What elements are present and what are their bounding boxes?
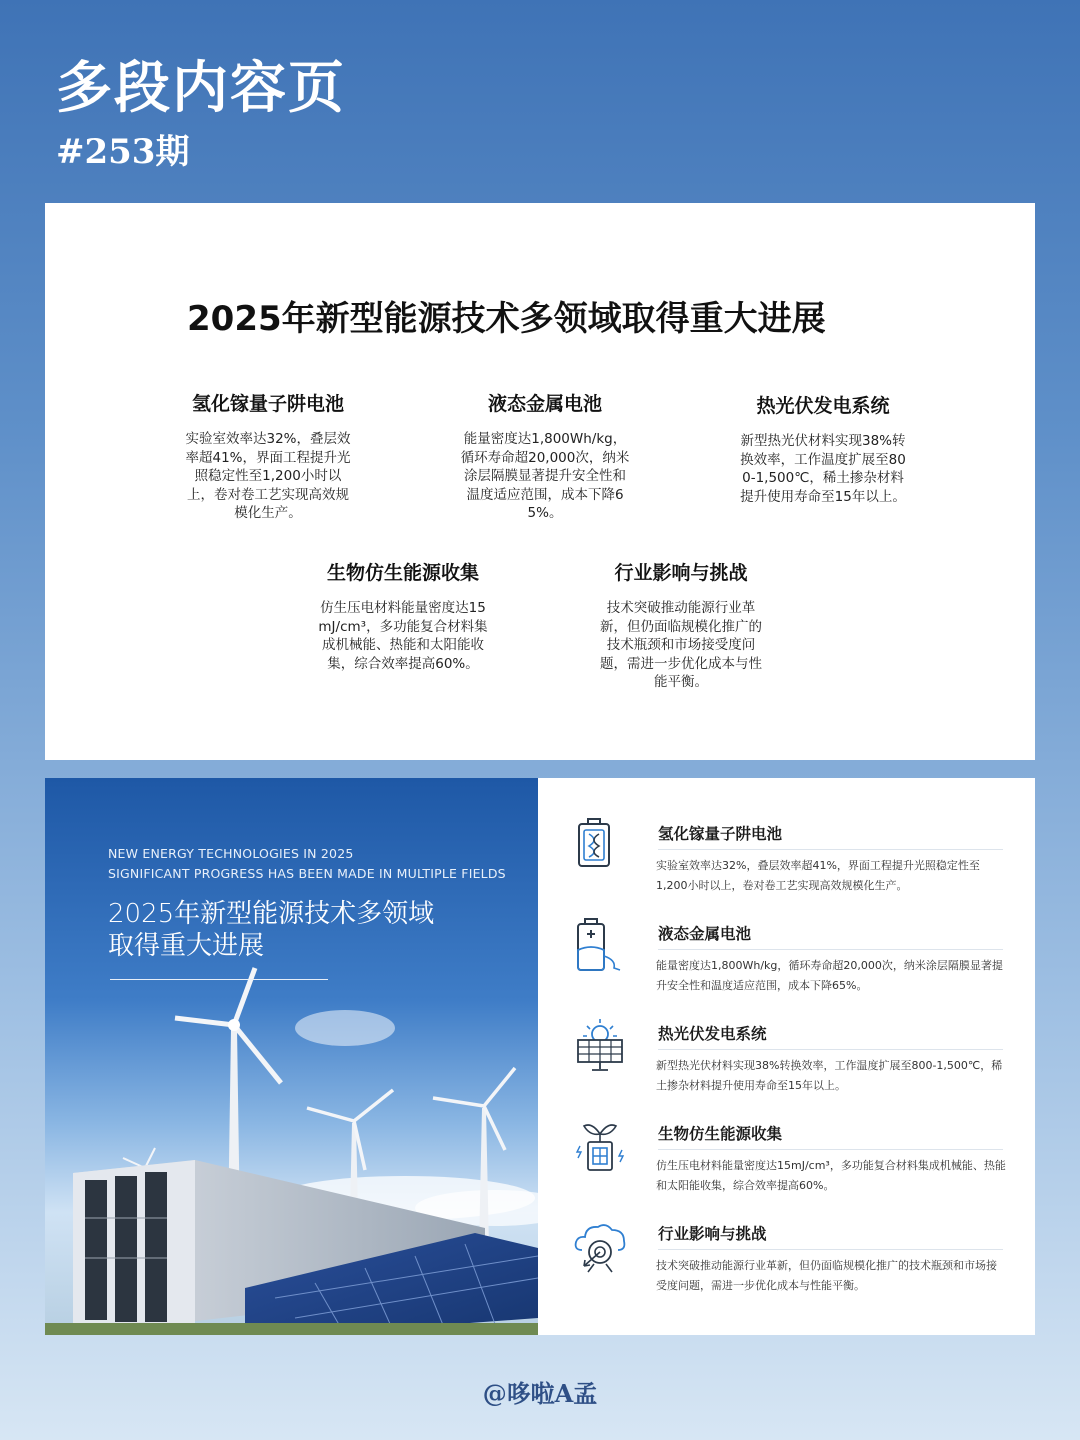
item-desc: 实验室效率达32%，叠层效率超41%，界面工程提升光照稳定性至1,200小时以上，卷对卷工艺实现高效规模化生产。 — [656, 859, 980, 892]
item-title: 液态金属电池 — [658, 925, 752, 943]
slide1-item-impact — [576, 558, 786, 692]
item-title: 行业影响与挑战 — [614, 562, 748, 584]
item-desc: 实验室效率达32%，叠层效率超41%，界面工程提升光照稳定性至1,200小时以上，卷对卷工艺实现高效规模化生产。 — [185, 431, 351, 521]
item-title: 热光伏发电系统 — [658, 1025, 767, 1043]
title-line-2: 取得重大进展 — [108, 931, 265, 961]
issue-number: #253期 — [56, 132, 190, 172]
title-underline — [110, 979, 328, 980]
slide-text-layout — [45, 203, 1035, 760]
slide1-item-gallium-cell — [163, 389, 373, 523]
english-line-1: NEW ENERGY TECHNOLOGIES IN 2025 — [108, 846, 354, 861]
title-line-1: 2025年新型能源技术多领域 — [108, 899, 435, 929]
item-title: 氢化镓量子阱电池 — [191, 393, 344, 415]
divider — [658, 1049, 1003, 1050]
slide1-item-bionic — [298, 558, 508, 673]
item-desc: 能量密度达1,800Wh/kg，循环寿命超20,000次，纳米涂层隔膜显著提升安全性和温度适应范围，成本下降65%。 — [460, 431, 630, 521]
battery-liquid-icon — [572, 916, 630, 976]
item-desc: 技术突破推动能源行业革新，但仍面临规模化推广的技术瓶颈和市场接受度问题，需进一步优化成本与性能平衡。 — [600, 600, 762, 690]
author-handle: @哆啦A孟 — [482, 1379, 598, 1408]
slide1-item-thermophotovoltaic — [718, 391, 928, 506]
item-title: 氢化镓量子阱电池 — [658, 825, 783, 843]
energy-photo — [45, 778, 538, 1335]
slide1-title: 2025年新型能源技术多领域取得重大进展 — [187, 299, 826, 339]
english-subtitle — [108, 844, 506, 884]
item-title: 生物仿生能源收集 — [326, 562, 479, 584]
item-title: 热光伏发电系统 — [756, 395, 890, 417]
item-desc: 仿生压电材料能量密度达15mJ/cm³，多功能复合材料集成机械能、热能和太阳能收集，综合效率提高60%。 — [656, 1159, 1006, 1192]
slide2-title — [108, 898, 434, 962]
item-desc: 新型热光伏材料实现38%转换效率，工作温度扩展至800-1,500℃，稀土掺杂材料提升使用寿命至15年以上。 — [656, 1059, 1003, 1092]
divider — [658, 1149, 1003, 1150]
divider — [658, 949, 1003, 950]
divider — [658, 1249, 1003, 1250]
plant-battery-icon — [572, 1116, 630, 1176]
english-line-2: SIGNIFICANT PROGRESS HAS BEEN MADE IN MULTIPLE FIELDS — [108, 866, 506, 881]
slide1-item-liquid-metal — [440, 389, 650, 523]
item-title: 行业影响与挑战 — [658, 1225, 767, 1243]
battery-dna-icon — [572, 816, 630, 876]
cloud-target-icon — [572, 1216, 630, 1276]
slide-image-layout — [45, 778, 1035, 1335]
solar-panel-icon — [572, 1016, 630, 1076]
item-desc: 能量密度达1,800Wh/kg，循环寿命超20,000次，纳米涂层隔膜显著提升安全性和温度适应范围，成本下降65%。 — [656, 959, 1003, 992]
item-title: 液态金属电池 — [487, 393, 602, 415]
item-desc: 新型热光伏材料实现38%转换效率，工作温度扩展至800-1,500℃，稀土掺杂材料提升使用寿命至15年以上。 — [740, 433, 906, 505]
page-title: 多段内容页 — [56, 55, 346, 121]
divider — [658, 849, 1003, 850]
item-desc: 技术突破推动能源行业革新，但仍面临规模化推广的技术瓶颈和市场接受度问题，需进一步优化成本与性能平衡。 — [656, 1259, 997, 1292]
item-desc: 仿生压电材料能量密度达15mJ/cm³，多功能复合材料集成机械能、热能和太阳能收集，综合效率提高60%。 — [318, 600, 488, 672]
item-title: 生物仿生能源收集 — [658, 1125, 783, 1143]
